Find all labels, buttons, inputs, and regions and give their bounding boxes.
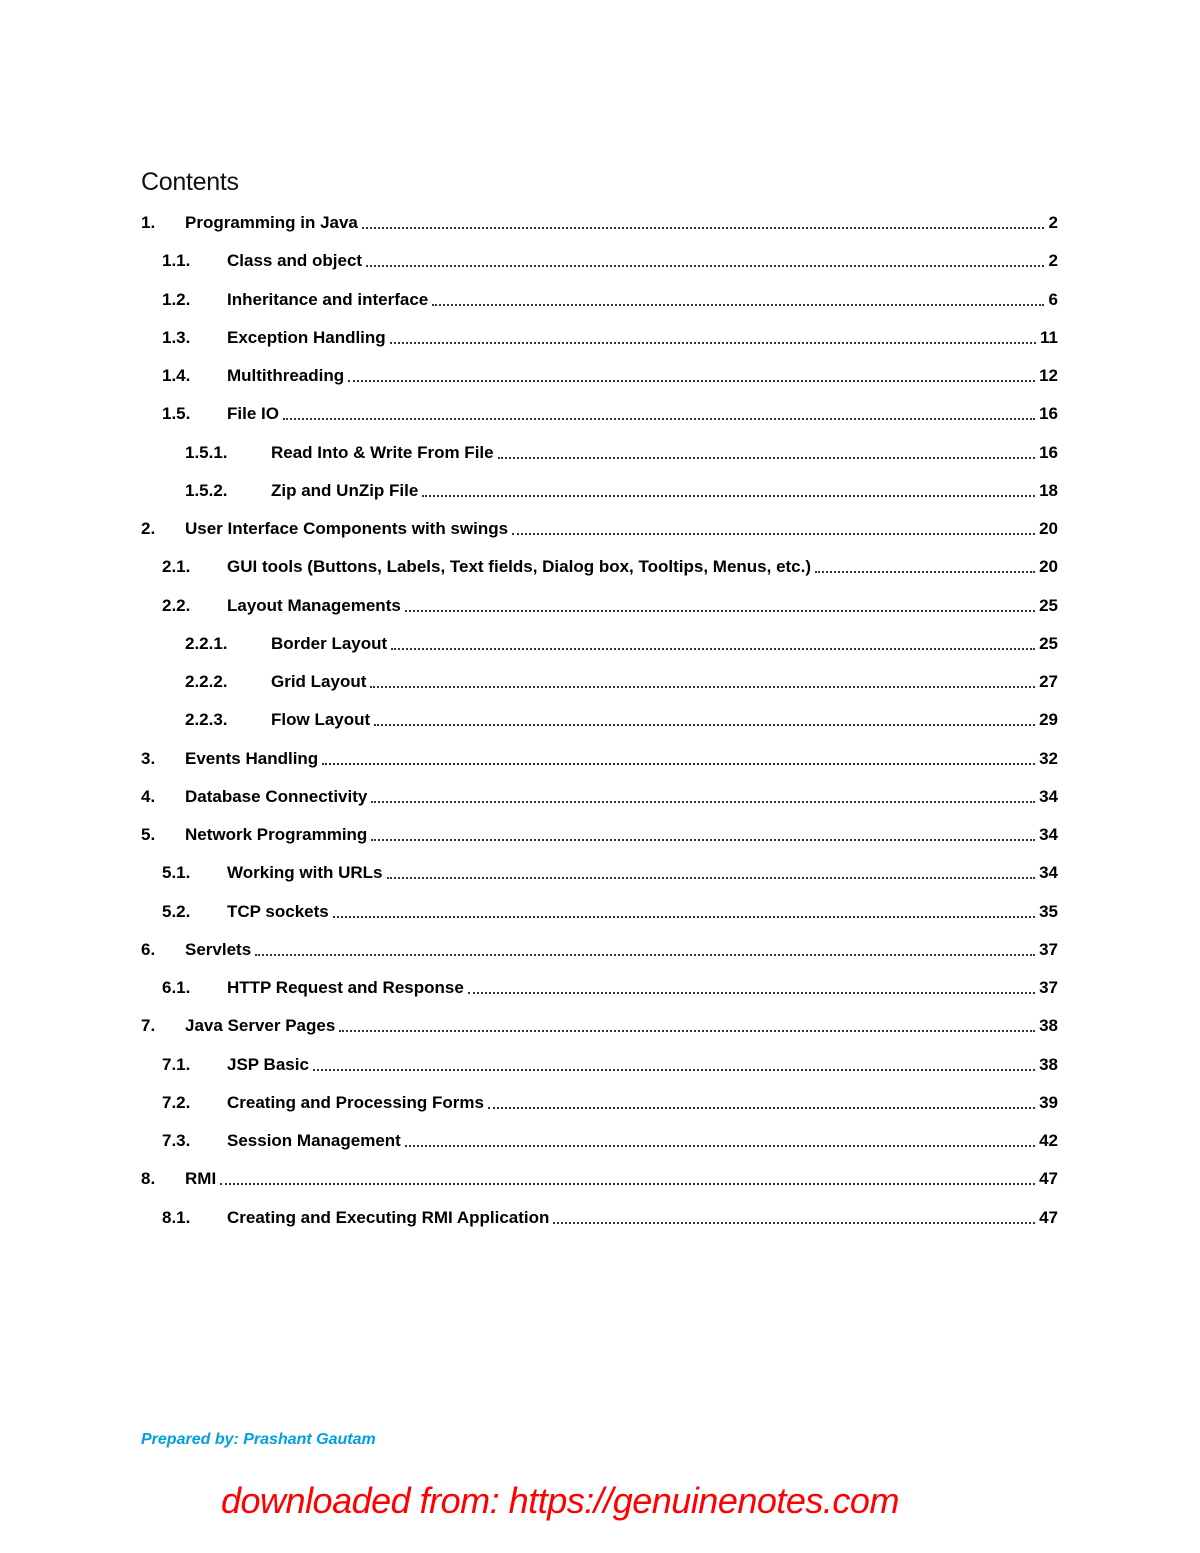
toc-dot-leader	[362, 227, 1044, 229]
table-of-contents	[141, 204, 1058, 1237]
toc-dot-leader	[370, 686, 1035, 688]
toc-entry-line	[227, 328, 1058, 348]
toc-entry-number: 2.2.3.	[185, 710, 228, 730]
toc-dot-leader	[366, 265, 1044, 267]
toc-dot-leader	[387, 877, 1036, 879]
toc-entry-title: Java Server Pages	[185, 1016, 336, 1036]
toc-entry-page: 38	[1039, 1054, 1058, 1074]
toc-entry-line	[271, 481, 1058, 501]
toc-entry-number: 6.	[141, 939, 156, 959]
toc-dot-leader	[405, 1145, 1035, 1147]
toc-entry-line	[227, 404, 1058, 424]
toc-entry-page: 47	[1039, 1207, 1058, 1227]
toc-entry-title: Session Management	[227, 1131, 401, 1151]
toc-dot-leader	[348, 380, 1035, 382]
toc-entry-title: Multithreading	[227, 366, 345, 386]
toc-entry-number: 2.2.1.	[185, 633, 228, 653]
toc-dot-leader	[371, 839, 1035, 841]
toc-entry-line	[227, 863, 1058, 883]
toc-entry-line	[185, 1169, 1058, 1189]
toc-entry[interactable]	[141, 548, 1058, 586]
toc-entry-number: 2.1.	[162, 557, 191, 577]
toc-entry-line	[227, 366, 1058, 386]
toc-entry-title: Layout Managements	[227, 595, 401, 615]
toc-entry-line	[271, 710, 1058, 730]
toc-entry-page: 35	[1039, 901, 1058, 921]
toc-dot-leader	[468, 992, 1035, 994]
toc-entry-line	[271, 672, 1058, 692]
toc-entry-title: Border Layout	[271, 633, 388, 653]
toc-entry-page: 39	[1039, 1092, 1058, 1112]
toc-entry[interactable]	[141, 625, 1058, 663]
toc-dot-leader	[498, 457, 1035, 459]
toc-entry-title: TCP sockets	[227, 901, 329, 921]
toc-entry-line	[227, 596, 1058, 616]
toc-entry-number: 5.1.	[162, 863, 191, 883]
toc-entry-page: 2	[1048, 213, 1058, 233]
toc-entry[interactable]	[141, 969, 1058, 1007]
toc-entry[interactable]	[141, 510, 1058, 548]
toc-entry[interactable]	[141, 1199, 1058, 1237]
toc-entry-number: 8.	[141, 1169, 156, 1189]
toc-entry[interactable]	[141, 740, 1058, 778]
toc-entry-number: 1.2.	[162, 289, 191, 309]
toc-entry-title: Read Into & Write From File	[271, 442, 494, 462]
toc-entry-number: 1.5.1.	[185, 442, 228, 462]
toc-entry[interactable]	[141, 204, 1058, 242]
toc-entry-number: 4.	[141, 786, 156, 806]
toc-entry[interactable]	[141, 1046, 1058, 1084]
toc-dot-leader	[339, 1030, 1035, 1032]
toc-entry-title: JSP Basic	[227, 1054, 309, 1074]
toc-entry-number: 5.2.	[162, 901, 191, 921]
toc-entry-line	[185, 940, 1058, 960]
toc-entry-page: 37	[1039, 939, 1058, 959]
download-watermark: downloaded from: https://genuinenotes.com	[221, 1480, 899, 1521]
toc-entry-title: Working with URLs	[227, 863, 383, 883]
toc-entry-page: 27	[1039, 672, 1058, 692]
toc-entry-title: Class and object	[227, 251, 363, 271]
toc-entry-number: 8.1.	[162, 1207, 191, 1227]
toc-entry-title: Zip and UnZip File	[271, 480, 419, 500]
toc-dot-leader	[553, 1222, 1035, 1224]
toc-entry-number: 3.	[141, 748, 156, 768]
toc-entry-line	[185, 519, 1058, 539]
toc-entry-number: 2.2.2.	[185, 672, 228, 692]
toc-entry-title: Network Programming	[185, 825, 368, 845]
toc-entry-title: Programming in Java	[185, 213, 358, 233]
toc-entry-title: User Interface Components with swings	[185, 519, 509, 539]
toc-dot-leader	[391, 648, 1035, 650]
toc-entry-number: 1.5.2.	[185, 480, 228, 500]
toc-entry-line	[271, 443, 1058, 463]
page-title: Contents	[141, 168, 239, 196]
toc-entry-title: Creating and Processing Forms	[227, 1092, 484, 1112]
toc-dot-leader	[422, 495, 1035, 497]
toc-entry-line	[227, 1055, 1058, 1075]
toc-dot-leader	[432, 304, 1044, 306]
toc-entry-line	[227, 1093, 1058, 1113]
toc-entry-page: 37	[1039, 978, 1058, 998]
toc-dot-leader	[255, 954, 1035, 956]
toc-entry-line	[185, 1016, 1058, 1036]
toc-dot-leader	[283, 418, 1035, 420]
toc-entry-page: 34	[1039, 786, 1058, 806]
toc-dot-leader	[220, 1183, 1035, 1185]
toc-dot-leader	[390, 342, 1036, 344]
toc-entry-title: File IO	[227, 404, 279, 424]
toc-entry-page: 6	[1048, 289, 1058, 309]
toc-entry[interactable]	[141, 319, 1058, 357]
toc-entry-number: 7.2.	[162, 1092, 191, 1112]
toc-entry[interactable]	[141, 1007, 1058, 1045]
toc-entry-page: 12	[1039, 366, 1058, 386]
toc-entry[interactable]	[141, 854, 1058, 892]
toc-entry-page: 34	[1039, 863, 1058, 883]
toc-entry-title: RMI	[185, 1169, 217, 1189]
toc-entry-title: Grid Layout	[271, 672, 367, 692]
toc-entry-title: Creating and Executing RMI Application	[227, 1207, 550, 1227]
toc-entry-line	[227, 290, 1058, 310]
toc-entry[interactable]	[141, 587, 1058, 625]
toc-entry-number: 1.5.	[162, 404, 191, 424]
toc-entry-line	[271, 634, 1058, 654]
toc-entry[interactable]	[141, 357, 1058, 395]
toc-dot-leader	[313, 1069, 1035, 1071]
toc-entry-number: 7.	[141, 1016, 156, 1036]
toc-dot-leader	[512, 533, 1035, 535]
toc-entry-page: 11	[1040, 327, 1058, 347]
toc-entry[interactable]	[141, 1084, 1058, 1122]
toc-entry[interactable]	[141, 472, 1058, 510]
toc-entry-page: 42	[1039, 1131, 1058, 1151]
toc-entry-title: Servlets	[185, 939, 252, 959]
toc-entry-page: 20	[1039, 519, 1058, 539]
toc-entry-number: 7.3.	[162, 1131, 191, 1151]
toc-entry-page: 34	[1039, 825, 1058, 845]
toc-entry[interactable]	[141, 663, 1058, 701]
toc-dot-leader	[371, 801, 1035, 803]
toc-entry-title: Database Connectivity	[185, 786, 368, 806]
toc-entry-number: 1.3.	[162, 327, 191, 347]
toc-entry[interactable]	[141, 1122, 1058, 1160]
toc-entry-line	[227, 557, 1058, 577]
toc-dot-leader	[488, 1107, 1035, 1109]
toc-dot-leader	[815, 571, 1035, 573]
prepared-by-footer: Prepared by: Prashant Gautam	[141, 1431, 376, 1448]
toc-entry[interactable]	[141, 701, 1058, 739]
toc-entry-line	[185, 787, 1058, 807]
toc-entry-title: Inheritance and interface	[227, 289, 429, 309]
toc-entry-number: 1.	[141, 213, 156, 233]
toc-entry-number: 5.	[141, 825, 156, 845]
toc-entry-number: 6.1.	[162, 978, 191, 998]
toc-entry-line	[185, 749, 1058, 769]
toc-entry-line	[227, 251, 1058, 271]
toc-entry-title: Flow Layout	[271, 710, 371, 730]
toc-dot-leader	[333, 916, 1035, 918]
toc-entry[interactable]	[141, 893, 1058, 931]
toc-entry[interactable]	[141, 778, 1058, 816]
toc-entry-page: 25	[1039, 633, 1058, 653]
toc-entry[interactable]	[141, 816, 1058, 854]
toc-entry-page: 29	[1039, 710, 1058, 730]
toc-entry[interactable]	[141, 242, 1058, 280]
toc-entry-page: 16	[1039, 442, 1058, 462]
toc-dot-leader	[322, 763, 1035, 765]
toc-entry-line	[185, 213, 1058, 233]
toc-entry[interactable]	[141, 931, 1058, 969]
toc-dot-leader	[405, 610, 1035, 612]
toc-entry-title: Events Handling	[185, 748, 319, 768]
toc-entry[interactable]	[141, 281, 1058, 319]
toc-entry-title: GUI tools (Buttons, Labels, Text fields, Dialog box, Tooltips, Menus, etc.)	[227, 557, 812, 577]
toc-entry-number: 1.4.	[162, 366, 191, 386]
toc-entry-page: 32	[1039, 748, 1058, 768]
toc-entry-title: HTTP Request and Response	[227, 978, 464, 998]
toc-entry-line	[227, 978, 1058, 998]
toc-dot-leader	[374, 724, 1035, 726]
toc-entry[interactable]	[141, 434, 1058, 472]
toc-entry-page: 2	[1048, 251, 1058, 271]
toc-entry[interactable]	[141, 395, 1058, 433]
toc-entry-line	[227, 1131, 1058, 1151]
toc-entry-number: 2.	[141, 519, 156, 539]
toc-entry-title: Exception Handling	[227, 327, 386, 347]
toc-entry-page: 18	[1039, 480, 1058, 500]
toc-entry-number: 2.2.	[162, 595, 191, 615]
toc-entry-number: 1.1.	[162, 251, 191, 271]
toc-entry-page: 20	[1039, 557, 1058, 577]
toc-entry-page: 25	[1039, 595, 1058, 615]
toc-entry-number: 7.1.	[162, 1054, 191, 1074]
toc-entry-line	[227, 902, 1058, 922]
toc-entry-line	[185, 825, 1058, 845]
toc-entry[interactable]	[141, 1160, 1058, 1198]
toc-entry-line	[227, 1208, 1058, 1228]
toc-entry-page: 16	[1039, 404, 1058, 424]
toc-entry-page: 47	[1039, 1169, 1058, 1189]
toc-entry-page: 38	[1039, 1016, 1058, 1036]
